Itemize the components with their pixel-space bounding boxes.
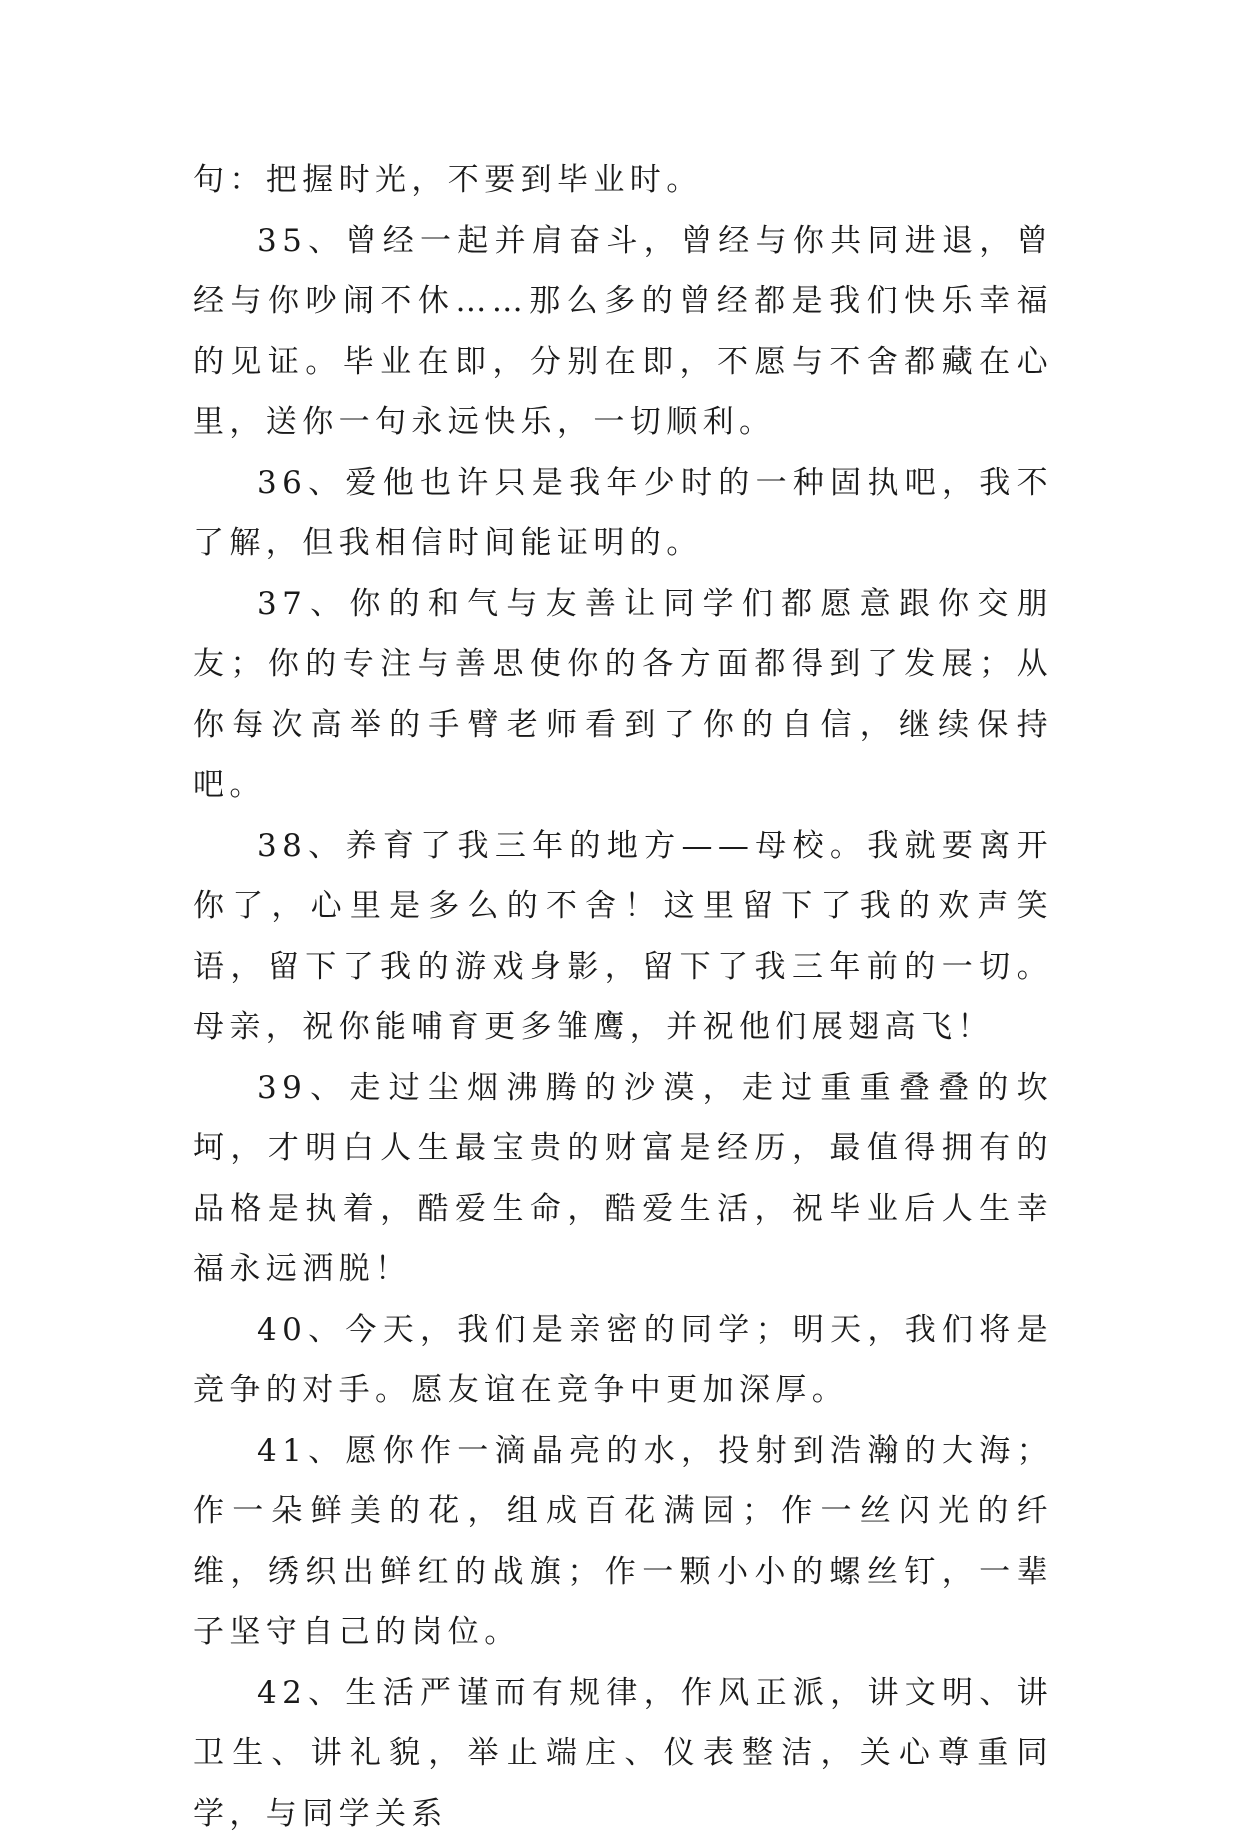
document-page bbox=[193, 150, 1053, 1844]
paragraph-34-tail: 句：把握时光，不要到毕业时。 bbox=[193, 150, 1053, 211]
paragraph-37: 37、你的和气与友善让同学们都愿意跟你交朋友；你的专注与善思使你的各方面都得到了发展；从你每次高举的手臂老师看到了你的自信，继续保持吧。 bbox=[193, 574, 1053, 816]
paragraph-42: 42、生活严谨而有规律，作风正派，讲文明、讲卫生、讲礼貌，举止端庄、仪表整洁，关心尊重同学，与同学关系 bbox=[193, 1663, 1053, 1844]
paragraph-39: 39、走过尘烟沸腾的沙漠，走过重重叠叠的坎坷，才明白人生最宝贵的财富是经历，最值得拥有的品格是执着，酷爱生命，酷爱生活，祝毕业后人生幸福永远洒脱！ bbox=[193, 1058, 1053, 1300]
paragraph-36: 36、爱他也许只是我年少时的一种固执吧，我不了解，但我相信时间能证明的。 bbox=[193, 453, 1053, 574]
paragraph-35: 35、曾经一起并肩奋斗，曾经与你共同进退，曾经与你吵闹不休……那么多的曾经都是我们快乐幸福的见证。毕业在即，分别在即，不愿与不舍都藏在心里，送你一句永远快乐，一切顺利。 bbox=[193, 211, 1053, 453]
paragraph-40: 40、今天，我们是亲密的同学；明天，我们将是竞争的对手。愿友谊在竞争中更加深厚。 bbox=[193, 1300, 1053, 1421]
paragraph-41: 41、愿你作一滴晶亮的水，投射到浩瀚的大海；作一朵鲜美的花，组成百花满园；作一丝闪光的纤维，绣织出鲜红的战旗；作一颗小小的螺丝钉，一辈子坚守自己的岗位。 bbox=[193, 1421, 1053, 1663]
paragraph-38: 38、养育了我三年的地方——母校。我就要离开你了，心里是多么的不舍！这里留下了我的欢声笑语，留下了我的游戏身影，留下了我三年前的一切。母亲，祝你能哺育更多雏鹰，并祝他们展翅高飞！ bbox=[193, 816, 1053, 1058]
